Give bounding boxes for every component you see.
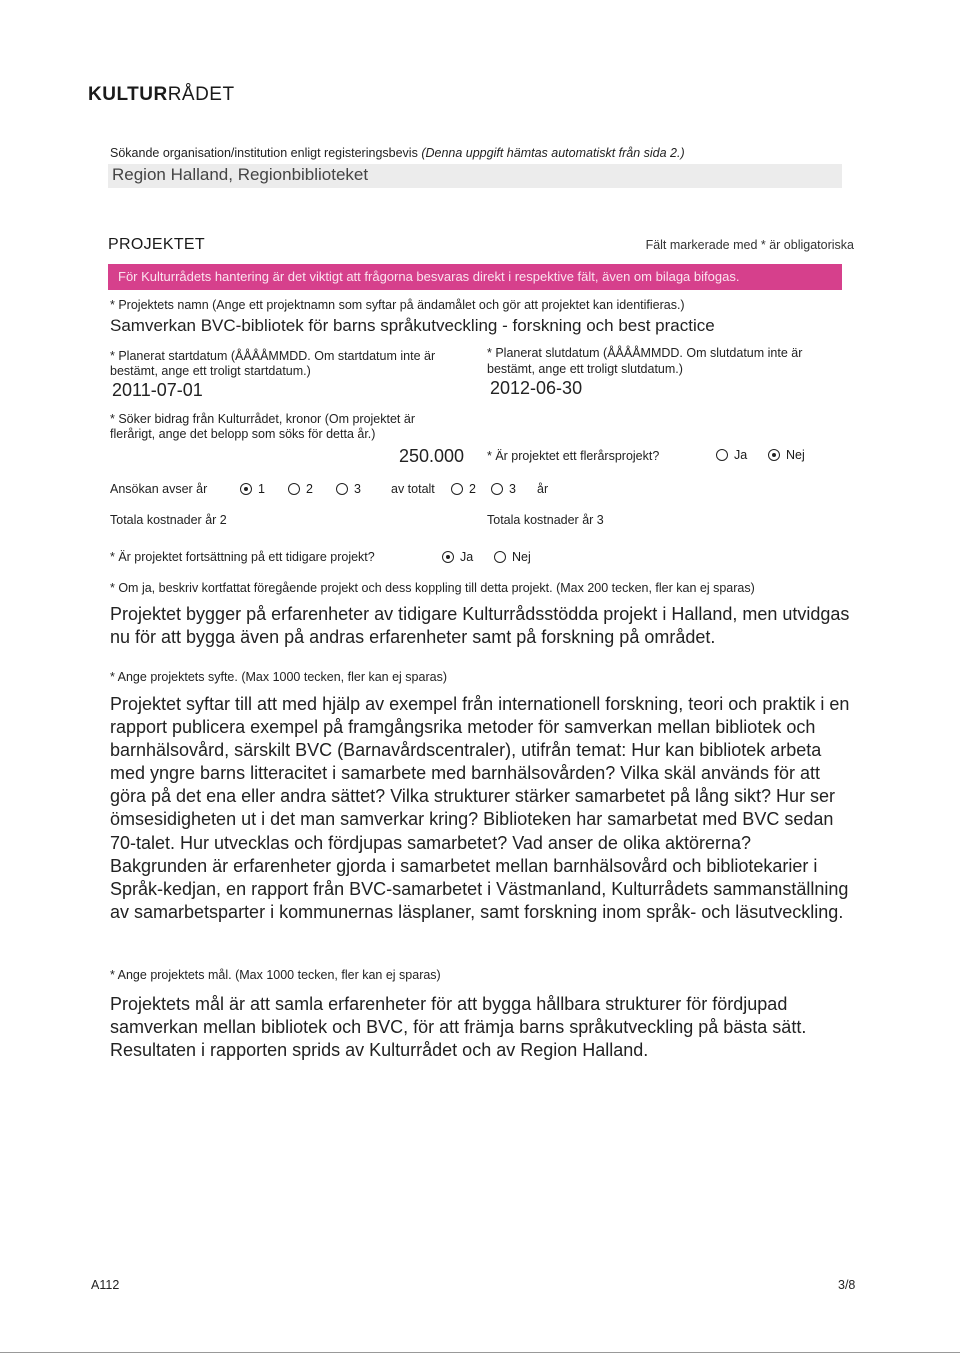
continuation-label: * Är projektet fortsättning på ett tidigare projekt? xyxy=(110,550,375,564)
radio-selected-icon xyxy=(768,449,780,461)
year-option-2[interactable]: 2 xyxy=(288,482,313,500)
purpose-label: * Ange projektets syfte. (Max 1000 tecken, fler kan ej sparas) xyxy=(110,670,447,684)
radio-selected-icon xyxy=(240,483,252,495)
end-date-label-2: bestämt, ange ett troligt slutdatum.) xyxy=(487,362,683,376)
start-date-value[interactable]: 2011-07-01 xyxy=(112,380,203,400)
application-year-label: Ansökan avser år xyxy=(110,482,208,496)
grant-value[interactable]: 250.000 xyxy=(399,446,465,466)
radio-icon xyxy=(716,449,728,461)
end-date-value[interactable]: 2012-06-30 xyxy=(490,378,583,398)
cost-year3-label: Totala kostnader år 3 xyxy=(487,513,604,527)
previous-project-text[interactable]: Projektet bygger på erfarenheter av tidigare Kulturrådsstödda projekt i Halland, men utvidgas nu för att bygga även på andras erfarenheter samt på forskning på området. xyxy=(110,604,850,648)
kulturradet-logo xyxy=(88,84,235,106)
start-date-label-1: * Planerat startdatum (ÅÅÅÅMMDD. Om startdatum inte är xyxy=(110,349,436,363)
start-date-label-2: bestämt, ange ett troligt startdatum.) xyxy=(110,364,311,378)
required-note: Fält markerade med * är obligatoriska xyxy=(645,238,854,252)
goal-text[interactable]: Projektets mål är att samla erfarenheter för att bygga hållbara strukturer för fördjupad samverkan mellan bibliotek och BVC, för att främja barns språkutveckling på bästa sätt. Resultaten i rapporten sprids av Kulturrådet och av Region Halland. xyxy=(110,994,807,1061)
multiyear-option-nej[interactable]: Nej xyxy=(768,448,805,466)
radio-selected-icon xyxy=(442,551,454,563)
instruction-banner: För Kulturrådets hantering är det viktigt att frågorna besvaras direkt i respektive fält, även om bilaga bifogas. xyxy=(108,264,842,290)
year-unit: år xyxy=(537,482,549,496)
goal-label: * Ange projektets mål. (Max 1000 tecken, fler kan ej sparas) xyxy=(110,968,441,982)
page-edge-divider xyxy=(0,1352,960,1353)
radio-icon xyxy=(494,551,506,563)
radio-icon xyxy=(288,483,300,495)
radio-icon xyxy=(336,483,348,495)
purpose-text[interactable]: Projektet syftar till att med hjälp av exempel från internationell forskning, teori och praktik i en rapport publicera exempel på framgångsrika metoder för samverkan mellan bibliotek och barnhälsovård, särskilt BVC (Barnavårdscentraler), utifrån temat: Hur kan bibliotek arbeta med yngre barns litteracitet i samarbete med barnhälsovården? Vilka skäl används för att göra på det ena eller andra sättet? Vilka strukturer stärker samarbetet på lång sikt? Hur ser ömsesidigheten ut i det man samverkar kring? Biblioteken har samarbetat med BVC sedan 70-talet. Hur utvecklas och fördjupas samarbetet? Vad anser de olika aktörerna? Bakgrunden är erfarenheter gjorda i samarbetet mellan barnhälsovård och bibliotekarier i Språk-kedjan, en rapport från BVC-samarbetet i Västmanland, Kulturrådets sammanställning av samarbetsparter i kommunernas läsplaner, samt forskning inom språk- och läsutveckling. xyxy=(110,694,850,922)
multiyear-option-ja[interactable]: Ja xyxy=(716,448,747,466)
total-option-2[interactable]: 2 xyxy=(451,482,476,500)
project-name-value[interactable]: Samverkan BVC-bibliotek för barns språkutveckling - forskning och best practice xyxy=(110,316,715,335)
radio-icon xyxy=(451,483,463,495)
total-option-3[interactable]: 3 xyxy=(491,482,516,500)
continuation-option-nej[interactable]: Nej xyxy=(494,550,531,568)
multiyear-label: * Är projektet ett flerårsprojekt? xyxy=(487,449,660,463)
form-id: A112 xyxy=(91,1278,120,1292)
grant-label-2: flerårigt, ange det belopp som söks för detta år.) xyxy=(110,427,376,441)
previous-project-label: * Om ja, beskriv kortfattat föregående projekt och dess koppling till detta projekt. (Max 200 tecken, fler kan ej sparas) xyxy=(110,581,755,595)
continuation-option-ja[interactable]: Ja xyxy=(442,550,473,568)
section-title: PROJEKTET xyxy=(108,236,205,253)
cost-year2-label: Totala kostnader år 2 xyxy=(110,513,227,527)
end-date-label-1: * Planerat slutdatum (ÅÅÅÅMMDD. Om slutdatum inte är xyxy=(487,346,803,360)
logo-bold: KULTUR xyxy=(88,84,168,105)
year-option-3[interactable]: 3 xyxy=(336,482,361,500)
applicant-label: Sökande organisation/institution enligt registeringsbevis (Denna uppgift hämtas automatiskt från sida 2.) xyxy=(110,146,685,160)
applicant-value: Region Halland, Regionbiblioteket xyxy=(112,165,369,184)
logo-light: RÅDET xyxy=(167,84,235,105)
grant-label-1: * Söker bidrag från Kulturrådet, kronor (Om projektet är xyxy=(110,412,415,426)
project-name-label: * Projektets namn (Ange ett projektnamn som syftar på ändamålet och gör att projektet kan identifieras.) xyxy=(110,298,685,312)
page-number: 3/8 xyxy=(838,1278,856,1292)
year-option-1[interactable]: 1 xyxy=(240,482,265,500)
radio-icon xyxy=(491,483,503,495)
total-years-label: av totalt xyxy=(391,482,435,496)
